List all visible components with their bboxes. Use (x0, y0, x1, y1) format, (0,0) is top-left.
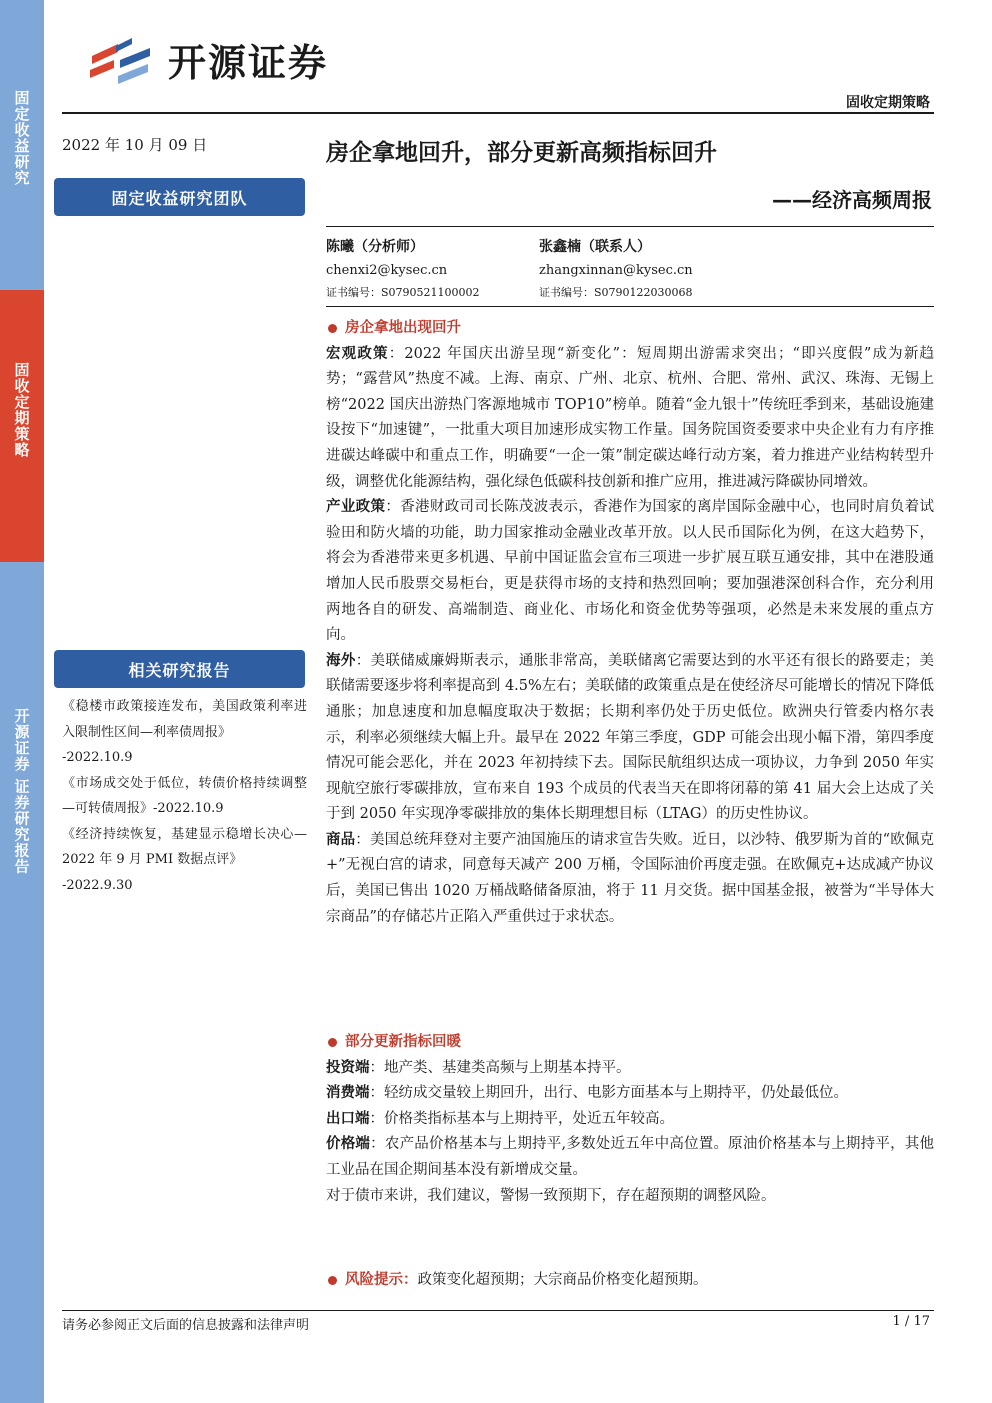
paragraph-commodities (326, 828, 934, 930)
section-heading (326, 1268, 934, 1294)
paragraph-text: ：价格类指标基本与上期持平，处近五年较高。 (369, 1110, 674, 1127)
paragraph-text: ：美国总统拜登对主要产油国施压的请求宣告失败。近日，以沙特、俄罗斯为首的“欧佩克+”无视白宫的请求，同意每天减产 200 万桶，令国际油价再度走强。在欧佩克+达成减产协议后，美国已售出 1020 万桶战略储备原油，将于 11 月交货。据中国基金报，被誉为“半导体大宗商品”的存储芯片正陷入严重供过于求状态。 (326, 831, 934, 925)
paragraph-text: ：香港财政司司长陈茂波表示，香港作为国家的离岸国际金融中心，也同时肩负着试验田和防火墙的功能，助力国家推动金融业改革开放。以人民币国际化为例，在这大趋势下，将会为香港带来更多机遇、早前中国证监会宣布三项进一步扩展互联互通安排，其中在港股通增加人民币股票交易柜台，更是获得市场的支持和热烈回响；要加强港深创科合作，充分利用两地各自的研发、高端制造、商业化、市场化和资金优势等强项，必然是未来发展的重点方向。 (326, 499, 935, 644)
header-divider (62, 112, 934, 114)
bullet-icon (328, 1038, 337, 1047)
sidebar-middle-label: 固收定期策略 (12, 362, 31, 458)
sidebar-middle (0, 290, 44, 562)
kysec-logo-icon (88, 30, 160, 88)
company-name: 开源证券 (168, 40, 329, 85)
related-report-item[interactable] (62, 822, 307, 899)
author-name: 张鑫楠（联系人） (539, 239, 651, 255)
paragraph-investment (326, 1056, 934, 1082)
report-title: 房企拿地回升，部分更新高频指标回升 (326, 140, 717, 166)
author-email[interactable]: zhangxinnan@kysec.cn (539, 263, 693, 278)
author-email[interactable]: chenxi2@kysec.cn (326, 263, 448, 278)
bullet-icon (328, 1276, 337, 1285)
page-number: 1 / 17 (892, 1314, 930, 1329)
paragraph-text: 对于债市来讲，我们建议，警惕一致预期下，存在超预期的调整风险。 (326, 1187, 776, 1204)
paragraph-label: 宏观政策 (326, 345, 389, 362)
paragraph-text: ：地产类、基建类高频与上期基本持平。 (369, 1059, 631, 1076)
sidebar-top-label: 固定收益研究 (12, 90, 31, 186)
report-subtitle: ——经济高频周报 (772, 188, 932, 212)
related-reports-label: 相关研究报告 (54, 650, 305, 688)
risk-text: 政策变化超预期；大宗商品价格变化超预期。 (417, 1272, 708, 1288)
author-cert: 证书编号：S0790521100002 (326, 286, 480, 299)
related-report-title: 《市场成交处于低位，转债价格持续调整—可转债周报》-2022.10.9 (62, 775, 307, 816)
paragraph-label: 出口端 (326, 1110, 370, 1127)
footer-divider (62, 1310, 934, 1311)
paragraph-text: ：2022 年国庆出游呈现“新变化”：短周期出游需求突出；“即兴度假”成为新趋势；“露营风”热度不减。上海、南京、广州、北京、杭州、合肥、常州、武汉、珠海、无锡上榜“2022 国庆出游热门客源地城市 TOP10”榜单。随着“金九银十”传统旺季到来，基础设施建设按下“加速键”，一批重大项目加速形成实物工作量。国务院国资委要求中央企业有力有序推进碳达峰碳中和重点工作，明确要“一企一策”制定碳达峰行动方案，着力推进产业结构转型升级，调整优化能源结构，强化绿色低碳科技创新和推广应用，推进减污降碳协同增效。 (326, 345, 934, 490)
related-report-date: -2022.10.9 (62, 750, 133, 765)
paragraph-macro-policy (326, 342, 934, 496)
paragraph-bond-view (326, 1184, 934, 1210)
team-label: 固定收益研究团队 (54, 178, 305, 216)
author-block (326, 236, 480, 300)
paragraph-consumption (326, 1081, 934, 1107)
author-name: 陈曦（分析师） (326, 239, 424, 255)
section-risk (326, 1268, 934, 1294)
section-indicator-update (326, 1030, 934, 1209)
company-logo (88, 30, 328, 88)
paragraph-text: ：轻纺成交量较上期回升，出行、电影方面基本与上期持平，仍处最低位。 (369, 1085, 848, 1102)
bullet-icon (328, 324, 337, 333)
disclaimer-note: 请务必参阅正文后面的信息披露和法律声明 (62, 1318, 310, 1333)
paragraph-industry-policy (326, 495, 934, 649)
related-reports-list (62, 694, 307, 898)
sidebar-bottom-label: 开源证券 证券研究报告 (12, 708, 31, 875)
author-block (539, 236, 693, 300)
paragraph-overseas (326, 649, 934, 828)
section-heading-text: 部分更新指标回暖 (345, 1034, 461, 1050)
sidebar-bottom (0, 562, 44, 1403)
sidebar-top (0, 0, 44, 290)
related-report-item[interactable] (62, 694, 307, 771)
section-heading-text: 房企拿地出现回升 (345, 320, 461, 336)
related-report-title: 《稳楼市政策接连发布，美国政策利率进入限制性区间—利率债周报》 (62, 699, 307, 740)
report-date: 2022 年 10 月 09 日 (62, 136, 208, 154)
paragraph-label: 价格端 (326, 1136, 371, 1153)
paragraph-text: ：美联储威廉姆斯表示，通胀非常高，美联储离它需要达到的水平还有很长的路要走；美联储需要逐步将利率提高到 4.5%左右；美联储的政策重点是在使经济尽可能增长的情况下降低通胀；加息速度和加息幅度取决于数据；长期利率仍处于历史低位。欧洲央行管委内格尔表示，利率必须继续大幅上升。最早在 2022 年第三季度，GDP 可能会出现小幅下滑，第四季度情况可能会恶化，并在 2023 年初持续下去。国际民航组织达成一项协议，力争到 2050 年实现航空旅行零碳排放，宣布来自 193 个成员的代表当天在即将闭幕的第 41 届大会上达成了关于到 2050 年实现净零碳排放的集体长期理想目标（LTAG）的历史性协议。 (326, 652, 935, 823)
author-cert: 证书编号：S0790122030068 (539, 286, 693, 299)
section-heading (326, 316, 934, 342)
section-heading-text: 风险提示： (345, 1272, 418, 1288)
paragraph-label: 产业政策 (326, 499, 386, 516)
related-report-item[interactable] (62, 771, 307, 822)
related-report-date: -2022.9.30 (62, 877, 133, 893)
paragraph-text: ：农产品价格基本与上期持平,多数处近五年中高位置。原油价格基本与上期持平，其他工业品在国企期间基本没有新增成交量。 (326, 1136, 935, 1178)
report-category-tag: 固收定期策略 (846, 95, 930, 111)
title-divider (326, 226, 934, 227)
paragraph-label: 投资端 (326, 1059, 370, 1076)
paragraph-export (326, 1107, 934, 1133)
paragraph-label: 消费端 (326, 1085, 370, 1102)
paragraph-label: 商品 (326, 831, 356, 848)
related-report-title: 《经济持续恢复，基建显示稳增长决心—2022 年 9 月 PMI 数据点评》 (62, 826, 307, 867)
section-land-acquisition (326, 316, 934, 930)
author-divider (326, 306, 934, 307)
paragraph-price (326, 1132, 934, 1183)
section-heading (326, 1030, 934, 1056)
paragraph-label: 海外 (326, 652, 356, 669)
